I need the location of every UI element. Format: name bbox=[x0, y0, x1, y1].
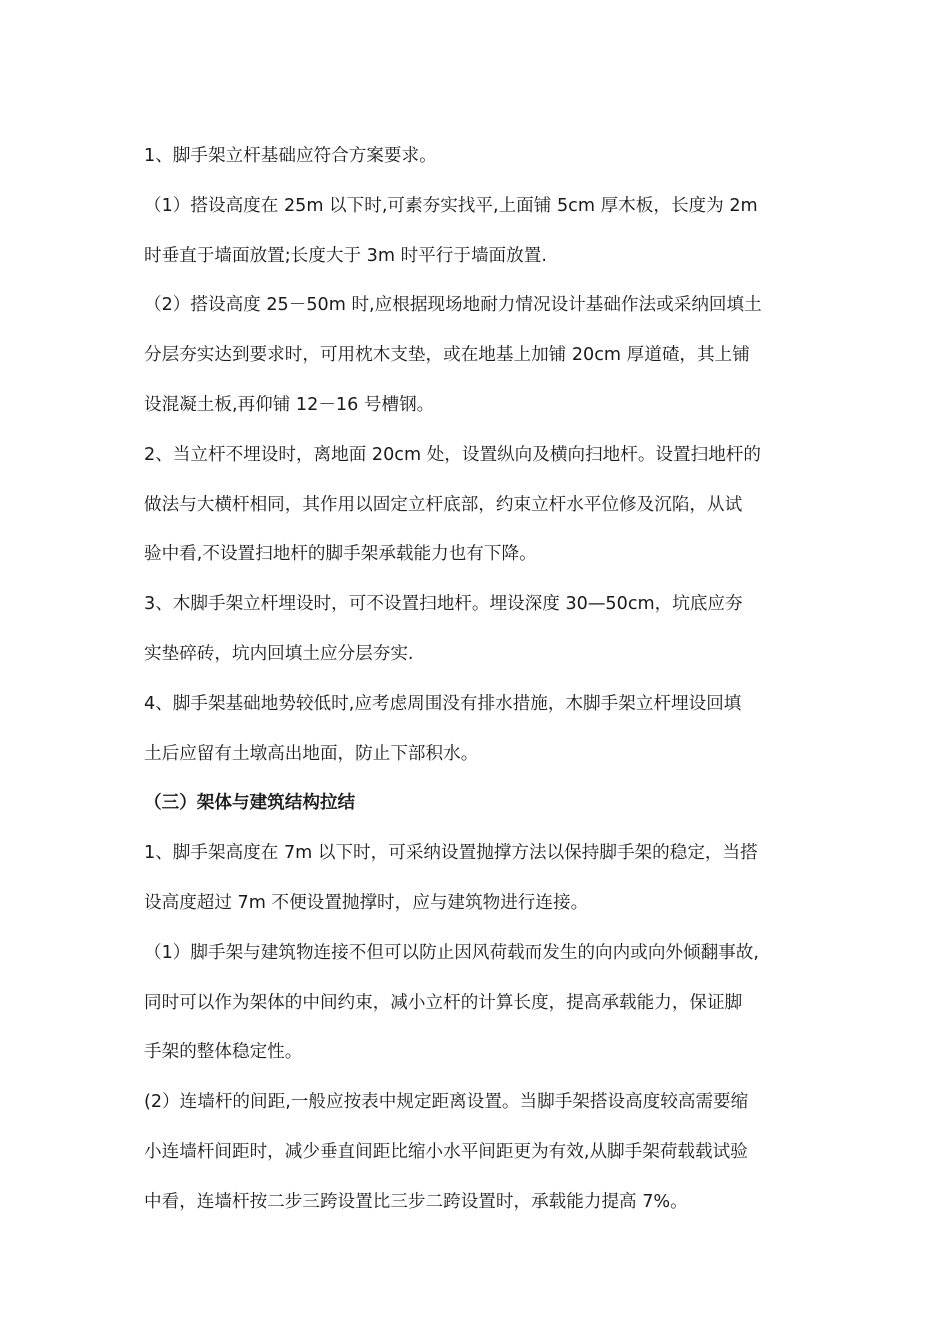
text-line: （2）搭设高度 25－50m 时,应根据现场地耐力情况设计基础作法或采纳回填土 bbox=[144, 295, 762, 316]
text-line: 设高度超过 7m 不便设置抛撑时，应与建筑物进行连接。 bbox=[144, 892, 589, 913]
text-line: 时垂直于墙面放置;长度大于 3m 时平行于墙面放置. bbox=[144, 245, 547, 266]
text-line: 3、木脚手架立杆埋设时，可不设置扫地杆。埋设深度 30—50cm，坑底应夯 bbox=[144, 594, 743, 615]
text-line: 1、脚手架立杆基础应符合方案要求。 bbox=[144, 146, 437, 166]
text-line: 做法与大横杆相同，其作用以固定立杆底部，约束立杆水平位修及沉陷，从试 bbox=[144, 494, 743, 515]
text-line: 实垫碎砖，坑内回填土应分层夯实. bbox=[144, 643, 414, 664]
text-line: (2）连墙杆的间距,一般应按表中规定距离设置。当脚手架搭设高度较高需要缩 bbox=[144, 1092, 749, 1113]
text-line: 4、脚手架基础地势较低时,应考虑周围没有排水措施，木脚手架立杆埋设回填 bbox=[144, 693, 742, 714]
document-body bbox=[144, 132, 812, 1228]
text-line: 中看，连墙杆按二步三跨设置比三步二跨设置时，承载能力提高 7%。 bbox=[144, 1191, 688, 1212]
text-line: 小连墙杆间距时，减少垂直间距比缩小水平间距更为有效,从脚手架荷载载试验 bbox=[144, 1141, 748, 1162]
text-line: 设混凝土板,再仰铺 12－16 号槽钢。 bbox=[144, 394, 435, 415]
text-line: 验中看,不设置扫地杆的脚手架承载能力也有下降。 bbox=[144, 544, 537, 565]
text-line: 手架的整体稳定性。 bbox=[144, 1042, 303, 1063]
text-line: 分层夯实达到要求时，可用枕木支垫，或在地基上加铺 20cm 厚道碴，其上铺 bbox=[144, 345, 750, 366]
text-line: （1）脚手架与建筑物连接不但可以防止因风荷载而发生的向内或向外倾翻事故, bbox=[144, 942, 759, 963]
text-line: 土后应留有土墩高出地面，防止下部积水。 bbox=[144, 743, 479, 764]
text-line: 同时可以作为架体的中间约束，减小立杆的计算长度，提高承载能力，保证脚 bbox=[144, 992, 743, 1013]
text-line: 1、脚手架高度在 7m 以下时，可采纳设置抛撑方法以保持脚手架的稳定，当搭 bbox=[144, 843, 758, 864]
text-line: （1）搭设高度在 25m 以下时,可素夯实找平,上面铺 5cm 厚木板，长度为 2m bbox=[144, 195, 758, 216]
text-line: 2、当立杆不埋设时，离地面 20cm 处，设置纵向及横向扫地杆。设置扫地杆的 bbox=[144, 444, 761, 465]
section-heading: （三）架体与建筑结构拉结 bbox=[144, 793, 356, 814]
